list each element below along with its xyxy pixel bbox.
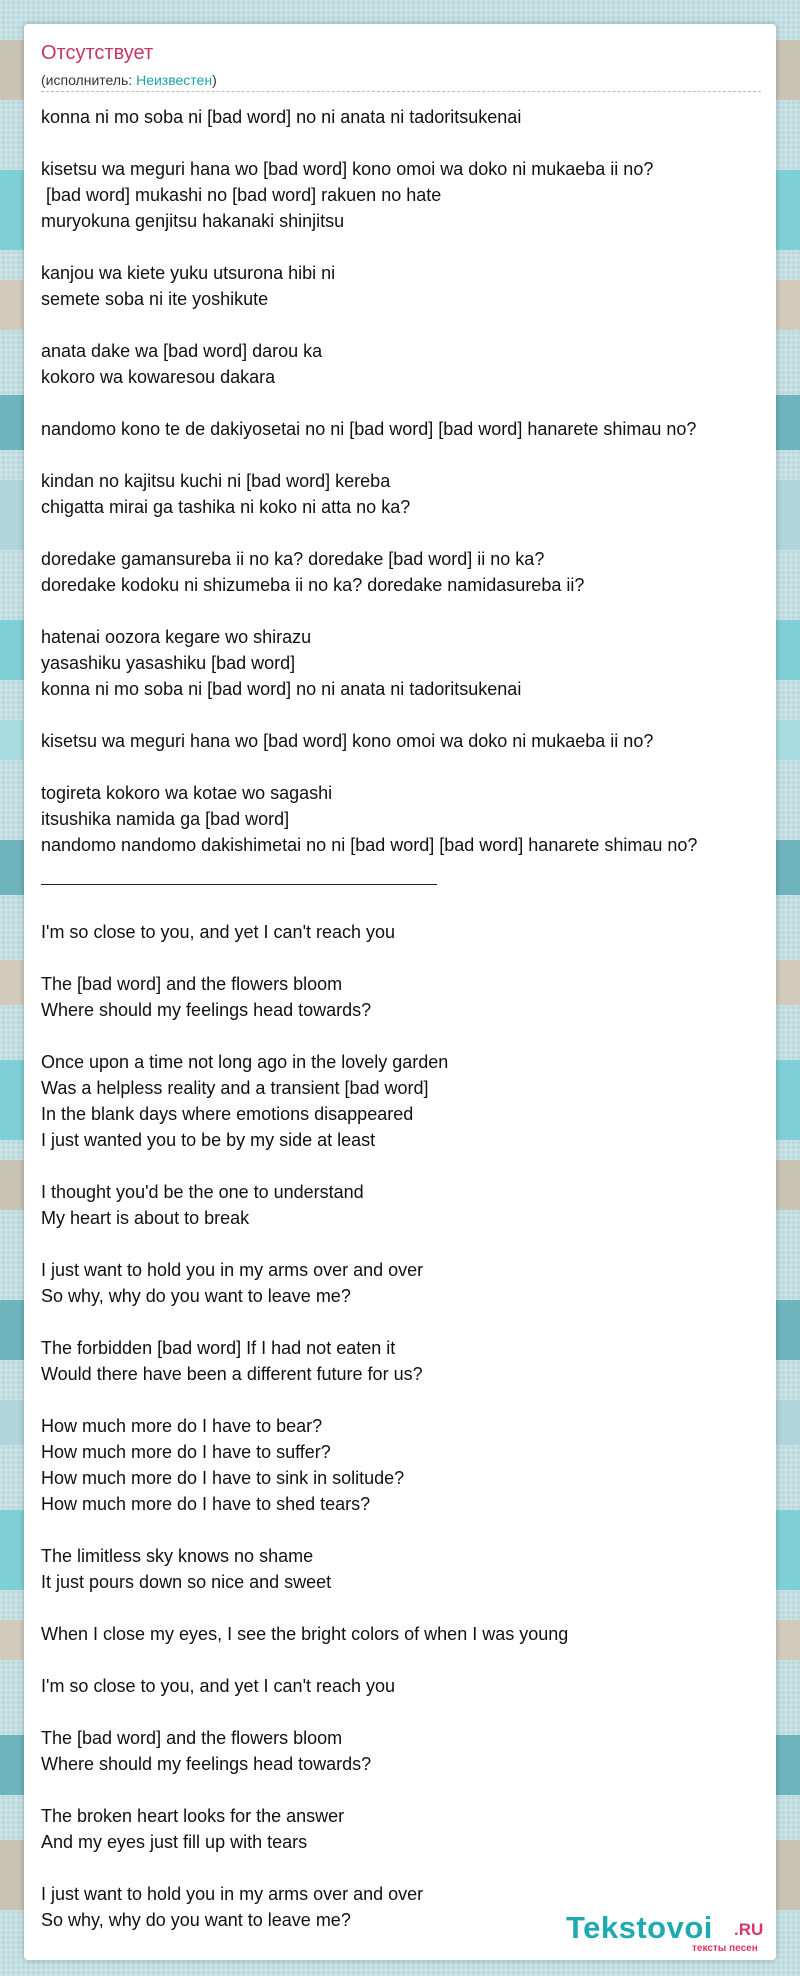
stanza bbox=[41, 728, 773, 754]
header-divider bbox=[41, 91, 761, 92]
lyric-line: doredake gamansureba ii no ka? doredake [bad word] ii no ka? bbox=[41, 549, 545, 569]
lyric-line: I thought you'd be the one to understand bbox=[41, 1182, 364, 1202]
lyric-line: nandomo nandomo dakishimetai no ni [bad word] [bad word] hanarete shimau no? bbox=[41, 835, 698, 855]
lyric-line: How much more do I have to shed tears? bbox=[41, 1494, 371, 1514]
lyric-line: anata dake wa [bad word] darou ka bbox=[41, 341, 323, 361]
lyric-line: The limitless sky knows no shame bbox=[41, 1546, 314, 1566]
lyrics-english bbox=[41, 919, 773, 1933]
lyric-line: Where should my feelings head towards? bbox=[41, 1000, 372, 1020]
stanza bbox=[41, 1673, 773, 1699]
lyric-line: yasashiku yasashiku [bad word] bbox=[41, 653, 296, 673]
stanza bbox=[41, 1335, 773, 1387]
stanza bbox=[41, 1725, 773, 1777]
stanza bbox=[41, 546, 773, 598]
lyric-line: My heart is about to break bbox=[41, 1208, 250, 1228]
lyric-line: togireta kokoro wa kotae wo sagashi bbox=[41, 783, 333, 803]
lyric-line: chigatta mirai ga tashika ni koko ni atta no ka? bbox=[41, 497, 411, 517]
logo-domain: .RU bbox=[734, 1920, 764, 1939]
lyric-line: The [bad word] and the flowers bloom bbox=[41, 974, 343, 994]
lyric-line: Once upon a time not long ago in the lovely garden bbox=[41, 1052, 449, 1072]
lyric-line: The [bad word] and the flowers bloom bbox=[41, 1728, 343, 1748]
lyric-line: So why, why do you want to leave me? bbox=[41, 1286, 351, 1306]
stanza bbox=[41, 1543, 773, 1595]
lyric-line: I just want to hold you in my arms over and over bbox=[41, 1884, 424, 1904]
lyric-line: kokoro wa kowaresou dakara bbox=[41, 367, 276, 387]
lyric-line: So why, why do you want to leave me? bbox=[41, 1910, 351, 1930]
lyric-line: konna ni mo soba ni [bad word] no ni anata ni tadoritsukenai bbox=[41, 107, 522, 127]
stanza bbox=[41, 1803, 773, 1855]
lyric-line: konna ni mo soba ni [bad word] no ni anata ni tadoritsukenai bbox=[41, 679, 522, 699]
lyric-line: It just pours down so nice and sweet bbox=[41, 1572, 332, 1592]
stanza bbox=[41, 919, 773, 945]
lyric-line: And my eyes just fill up with tears bbox=[41, 1832, 308, 1852]
lyric-line: I'm so close to you, and yet I can't reach you bbox=[41, 922, 396, 942]
site-logo[interactable] bbox=[566, 1910, 766, 1954]
artist-line bbox=[41, 72, 217, 88]
lyric-line: hatenai oozora kegare wo shirazu bbox=[41, 627, 312, 647]
lyric-line: semete soba ni ite yoshikute bbox=[41, 289, 269, 309]
lyric-line: kanjou wa kiete yuku utsurona hibi ni bbox=[41, 263, 336, 283]
lyric-line: doredake kodoku ni shizumeba ii no ka? doredake namidasureba ii? bbox=[41, 575, 585, 595]
lyric-line: muryokuna genjitsu hakanaki shinjitsu bbox=[41, 211, 345, 231]
lyric-line: I'm so close to you, and yet I can't reach you bbox=[41, 1676, 396, 1696]
lyric-line: [bad word] mukashi no [bad word] rakuen no hate bbox=[41, 185, 442, 205]
stanza bbox=[41, 260, 773, 312]
lyric-line: The forbidden [bad word] If I had not eaten it bbox=[41, 1338, 396, 1358]
song-title: Отсутствует bbox=[41, 42, 154, 64]
lyric-line: I just want to hold you in my arms over and over bbox=[41, 1260, 424, 1280]
lyric-line: In the blank days where emotions disappeared bbox=[41, 1104, 414, 1124]
lyrics-card bbox=[24, 24, 776, 1960]
lyrics-romaji bbox=[41, 104, 773, 858]
stanza bbox=[41, 624, 773, 702]
lyrics-body bbox=[41, 104, 773, 1959]
lyric-line: nandomo kono te de dakiyosetai no ni [bad word] [bad word] hanarete shimau no? bbox=[41, 419, 697, 439]
lyric-line: When I close my eyes, I see the bright colors of when I was young bbox=[41, 1624, 569, 1644]
stanza bbox=[41, 416, 773, 442]
stanza bbox=[41, 1049, 773, 1153]
logo-tagline: тексты песен bbox=[692, 1943, 758, 1954]
lyric-line: itsushika namida ga [bad word] bbox=[41, 809, 290, 829]
stanza bbox=[41, 1257, 773, 1309]
lyric-line: kisetsu wa meguri hana wo [bad word] kono omoi wa doko ni mukaeba ii no? bbox=[41, 731, 654, 751]
translation-divider bbox=[41, 884, 437, 885]
stanza bbox=[41, 156, 773, 234]
lyric-line: Where should my feelings head towards? bbox=[41, 1754, 372, 1774]
stanza bbox=[41, 971, 773, 1023]
lyric-line: Would there have been a different future for us? bbox=[41, 1364, 423, 1384]
artist-prefix: (исполнитель: bbox=[41, 72, 137, 88]
stanza bbox=[41, 338, 773, 390]
stanza bbox=[41, 468, 773, 520]
lyric-line: How much more do I have to bear? bbox=[41, 1416, 323, 1436]
artist-suffix: ) bbox=[212, 72, 217, 88]
lyric-line: kisetsu wa meguri hana wo [bad word] kono omoi wa doko ni mukaeba ii no? bbox=[41, 159, 654, 179]
stanza bbox=[41, 1621, 773, 1647]
lyric-line: I just wanted you to be by my side at least bbox=[41, 1130, 376, 1150]
stanza bbox=[41, 1413, 773, 1517]
artist-link[interactable]: Неизвестен bbox=[136, 72, 213, 88]
lyric-line: The broken heart looks for the answer bbox=[41, 1806, 345, 1826]
logo-wordmark: Tekstovoi bbox=[566, 1910, 713, 1945]
stanza bbox=[41, 104, 773, 130]
lyric-line: Was a helpless reality and a transient [bad word] bbox=[41, 1078, 429, 1098]
lyric-line: How much more do I have to suffer? bbox=[41, 1442, 331, 1462]
lyric-line: kindan no kajitsu kuchi ni [bad word] kereba bbox=[41, 471, 391, 491]
stanza bbox=[41, 1179, 773, 1231]
lyric-line: How much more do I have to sink in solitude? bbox=[41, 1468, 405, 1488]
stanza bbox=[41, 780, 773, 858]
